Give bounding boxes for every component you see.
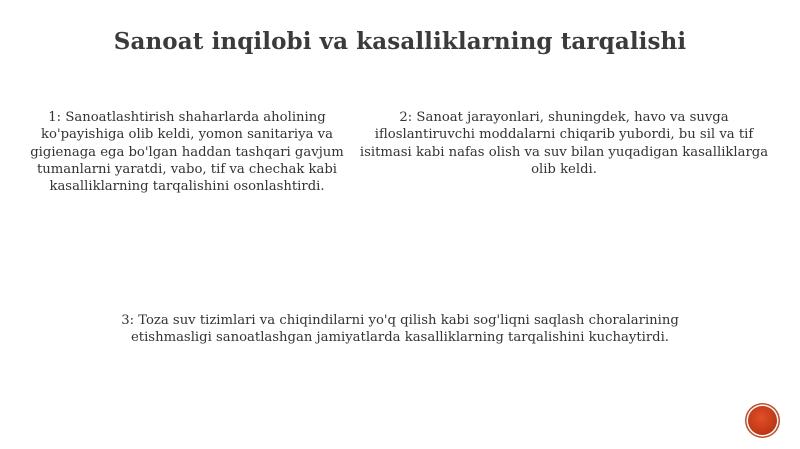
point-3-text: 3: Toza suv tizimlari va chiqindilarni yo'q qilish kabi sog'liqni saqlash choralarining etishmasligi sanoatlashgan jamiyatlarda kasalliklarning tarqalishini kuchaytirdi.	[121, 313, 679, 346]
point-2-text: 2: Sanoat jarayonlari, shuningdek, havo va suvga ifloslantiruvchi moddalarni chiqarib yubordi, bu sil va tif isitmasi kabi nafas olish va suv bilan yuqadigan kasalliklarga olib keldi.	[359, 110, 769, 177]
next-slide-circle-icon[interactable]	[748, 406, 777, 435]
slide-title: Sanoat inqilobi va kasalliklarning tarqalishi	[113, 28, 687, 55]
point-1-text: 1: Sanoatlashtirish shaharlarda aholining ko'payishiga olib keldi, yomon sanitariya va gigienaga ega bo'lgan haddan tashqari gavjum tumanlarni yaratdi, vabo, tif va chechak kabi kasalliklarning tarqalishini osonlashtirdi.	[30, 110, 344, 195]
